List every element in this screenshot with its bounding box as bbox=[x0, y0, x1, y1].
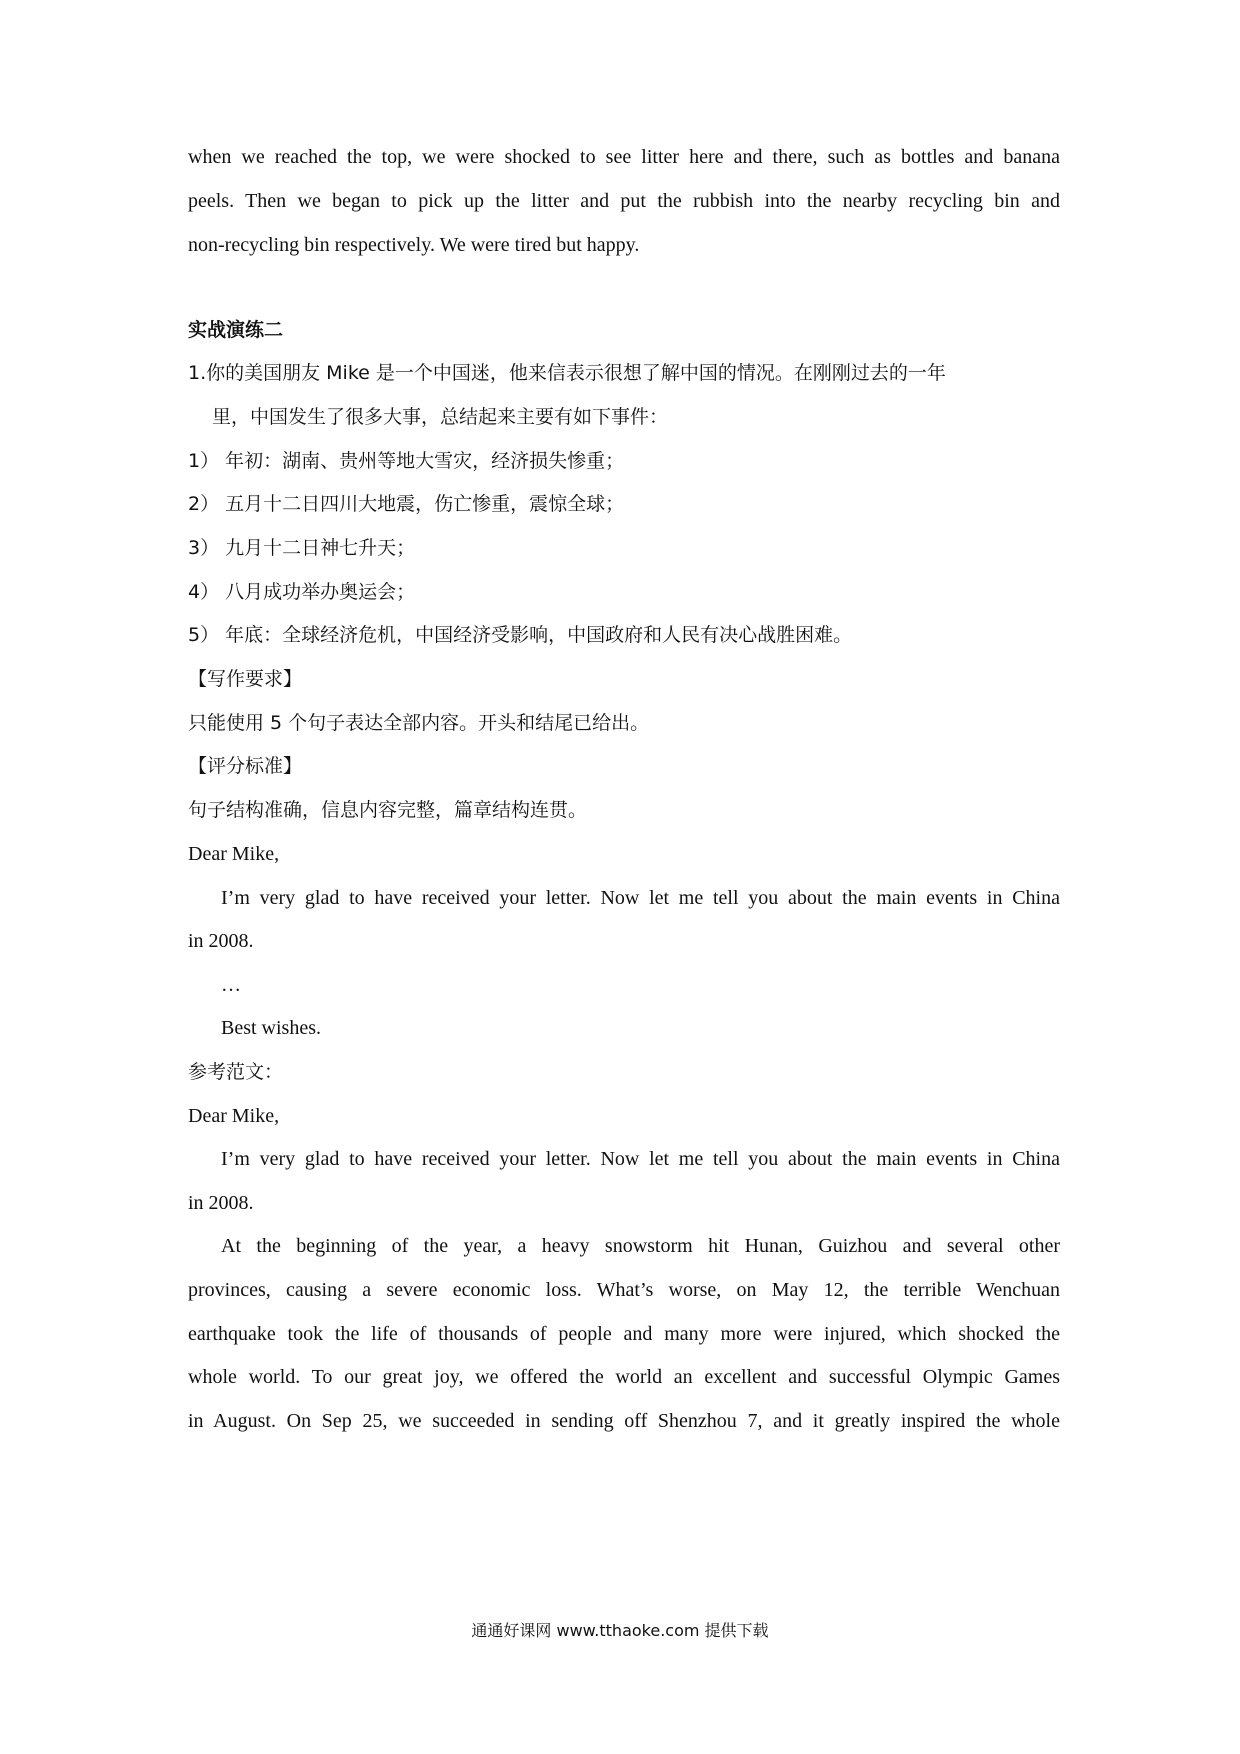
page-footer: 通通好课网 www.tthaoke.com 提供下载 bbox=[471, 1621, 769, 1640]
continuation-line-2: peels. Then we began to pick up the litter and put the rubbish into the nearby recycling bin and bbox=[188, 190, 1060, 212]
sample-intro-line-2: in 2008. bbox=[188, 1192, 254, 1214]
sample-intro-line-1: I’m very glad to have received your letter. Now let me tell you about the main events in China bbox=[221, 1148, 1060, 1170]
prompt-body-line-2: in 2008. bbox=[188, 930, 254, 952]
continuation-line-3: non-recycling bin respectively. We were tired but happy. bbox=[188, 234, 640, 256]
prompt-greeting: Dear Mike, bbox=[188, 843, 280, 865]
task-line-1: 1.你的美国朋友 Mike 是一个中国迷，他来信表示很想了解中国的情况。在刚刚过去的一年 bbox=[188, 362, 946, 384]
prompt-closing: Best wishes. bbox=[221, 1017, 321, 1039]
document-page bbox=[188, 0, 1060, 1754]
prompt-body-line-1: I’m very glad to have received your letter. Now let me tell you about the main events in China bbox=[221, 887, 1060, 909]
sample-paragraph-line-3: earthquake took the life of thousands of people and many more were injured, which shocked the bbox=[188, 1323, 1060, 1345]
section-title: 实战演练二 bbox=[188, 319, 284, 341]
scoring-text: 句子结构准确，信息内容完整，篇章结构连贯。 bbox=[188, 799, 588, 821]
scoring-heading: 【评分标准】 bbox=[188, 755, 303, 777]
requirement-text: 只能使用 5 个句子表达全部内容。开头和结尾已给出。 bbox=[188, 712, 650, 734]
requirement-heading: 【写作要求】 bbox=[188, 668, 303, 690]
sample-paragraph-line-5: in August. On Sep 25, we succeeded in sending off Shenzhou 7, and it greatly inspired the whole bbox=[188, 1410, 1060, 1432]
sample-label: 参考范文： bbox=[188, 1061, 284, 1083]
sample-paragraph-line-1: At the beginning of the year, a heavy snowstorm hit Hunan, Guizhou and several other bbox=[221, 1235, 1060, 1257]
prompt-ellipsis: … bbox=[221, 974, 241, 996]
sample-greeting: Dear Mike, bbox=[188, 1105, 280, 1127]
event-item-4: 4） 八月成功举办奥运会； bbox=[188, 581, 416, 603]
event-item-3: 3） 九月十二日神七升天； bbox=[188, 537, 416, 559]
task-line-2: 里，中国发生了很多大事，总结起来主要有如下事件： bbox=[212, 406, 669, 428]
event-item-1: 1） 年初：湖南、贵州等地大雪灾，经济损失惨重； bbox=[188, 450, 625, 472]
event-item-2: 2） 五月十二日四川大地震，伤亡惨重，震惊全球； bbox=[188, 493, 625, 515]
continuation-line-1: when we reached the top, we were shocked to see litter here and there, such as bottles and banana bbox=[188, 146, 1060, 168]
event-item-5: 5） 年底：全球经济危机，中国经济受影响，中国政府和人民有决心战胜困难。 bbox=[188, 624, 853, 646]
sample-paragraph-line-4: whole world. To our great joy, we offered the world an excellent and successful Olympic Games bbox=[188, 1366, 1060, 1388]
sample-paragraph-line-2: provinces, causing a severe economic loss. What’s worse, on May 12, the terrible Wenchuan bbox=[188, 1279, 1060, 1301]
